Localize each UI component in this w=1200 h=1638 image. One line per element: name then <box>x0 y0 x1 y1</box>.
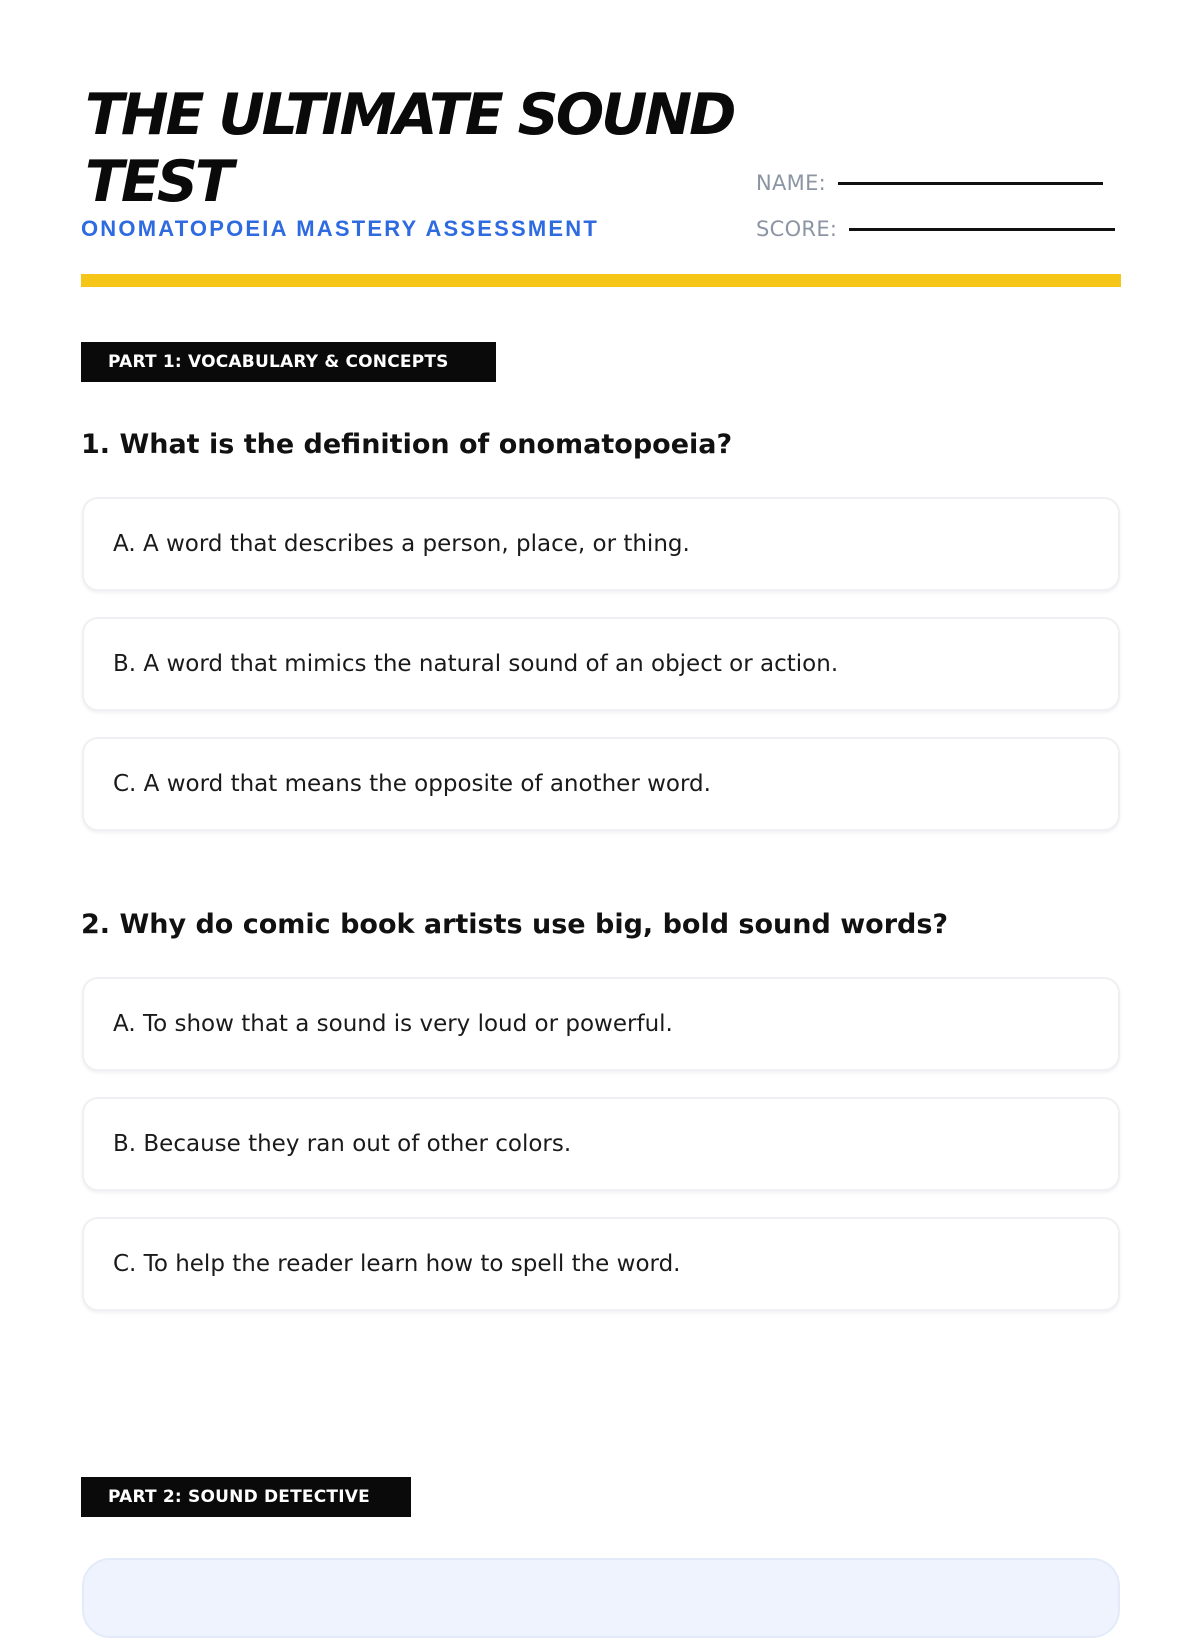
header <box>81 82 1121 247</box>
score-field-line[interactable] <box>849 228 1115 231</box>
section-tag-part-1: PART 1: VOCABULARY & CONCEPTS <box>81 342 496 382</box>
score-label: SCORE: <box>756 217 838 241</box>
test-page <box>81 0 1121 1600</box>
question-2-option-c[interactable]: C. To help the reader learn how to spell the word. <box>82 1217 1120 1311</box>
name-row <box>756 166 1103 196</box>
question-2: 2. Why do comic book artists use big, bold sound words? <box>81 909 949 940</box>
name-field-line[interactable] <box>838 182 1103 185</box>
question-2-option-b[interactable]: B. Because they ran out of other colors. <box>82 1097 1120 1191</box>
sound-detective-card <box>82 1558 1120 1638</box>
section-tag-part-2: PART 2: SOUND DETECTIVE <box>81 1477 411 1517</box>
name-label: NAME: <box>756 171 827 195</box>
question-1-option-b[interactable]: B. A word that mimics the natural sound of an object or action. <box>82 617 1120 711</box>
page-subtitle: ONOMATOPOEIA MASTERY ASSESSMENT <box>81 216 600 241</box>
question-1-option-a[interactable]: A. A word that describes a person, place, or thing. <box>82 497 1120 591</box>
question-1-option-c[interactable]: C. A word that means the opposite of another word. <box>82 737 1120 831</box>
page-title: THE ULTIMATE SOUND TEST <box>85 82 734 215</box>
question-2-option-a[interactable]: A. To show that a sound is very loud or powerful. <box>82 977 1120 1071</box>
question-1: 1. What is the definition of onomatopoeia? <box>81 429 733 460</box>
score-row <box>756 212 1115 242</box>
accent-divider <box>81 274 1121 287</box>
